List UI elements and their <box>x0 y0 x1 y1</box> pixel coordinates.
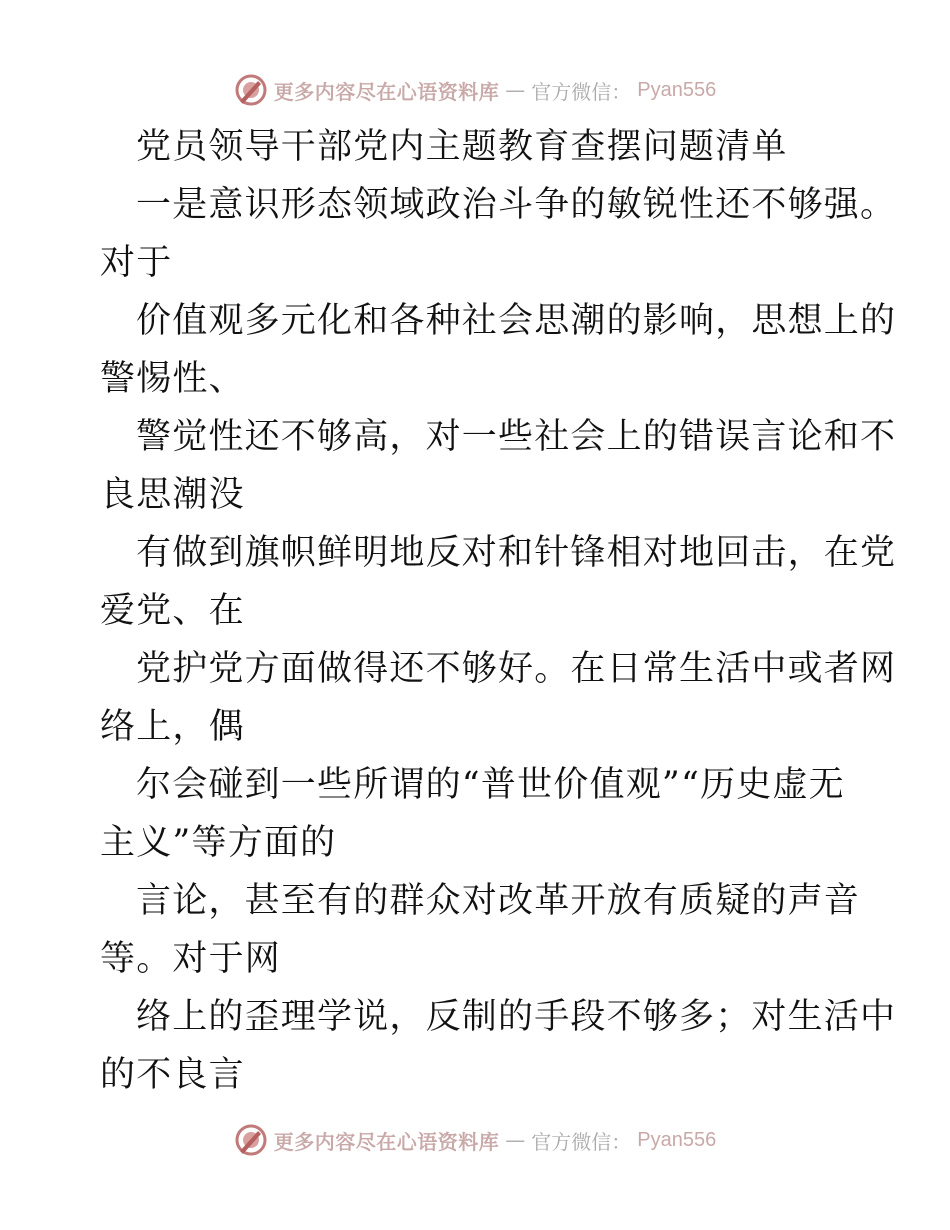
watermark-header <box>0 70 950 110</box>
pen-logo-icon <box>234 73 268 107</box>
text-line: 尔会碰到一些所谓的“普世价值观”“历史虚无 <box>136 765 845 805</box>
text-line: 言论，甚至有的群众对改革开放有质疑的声音 <box>136 881 861 921</box>
watermark-wechat-label: 官方微信： <box>531 79 632 104</box>
text-line: 络上的歪理学说，反制的手段不够多；对生活中 <box>136 997 897 1037</box>
text-line: 有做到旗帜鲜明地反对和针锋相对地回击，在党 <box>136 533 897 573</box>
text-line: 党员领导干部党内主题教育查摆问题清单 <box>136 127 788 167</box>
text-line: 警惕性、 <box>100 359 245 399</box>
text-line: 对于 <box>100 243 173 283</box>
text-line: 价值观多元化和各种社会思潮的影响，思想上的 <box>136 301 897 341</box>
text-line: 的不良言 <box>100 1055 245 1095</box>
watermark-footer <box>0 1120 950 1160</box>
watermark-site-text: 更多内容尽在心语资料库 <box>273 1129 500 1154</box>
text-line: 警觉性还不够高，对一些社会上的错误言论和不 <box>136 417 897 457</box>
text-line: 络上，偶 <box>100 707 245 747</box>
text-line: 良思潮没 <box>100 475 245 515</box>
watermark-site-text: 更多内容尽在心语资料库 <box>273 79 500 104</box>
document-body <box>100 118 897 1104</box>
watermark-wechat-id: Pyan556 <box>637 78 717 101</box>
text-line: 等。对于网 <box>100 939 282 979</box>
watermark-wechat-id: Pyan556 <box>637 1128 717 1151</box>
text-line: 爱党、在 <box>100 591 245 631</box>
text-line: 一是意识形态领域政治斗争的敏锐性还不够强。 <box>136 185 897 225</box>
text-line: 党护党方面做得还不够好。在日常生活中或者网 <box>136 649 897 689</box>
watermark-wechat-label: 官方微信： <box>531 1129 632 1154</box>
pen-logo-icon <box>234 1123 268 1157</box>
watermark-separator: — <box>505 78 526 102</box>
watermark-separator: — <box>505 1128 526 1152</box>
text-line: 主义”等方面的 <box>100 823 337 863</box>
